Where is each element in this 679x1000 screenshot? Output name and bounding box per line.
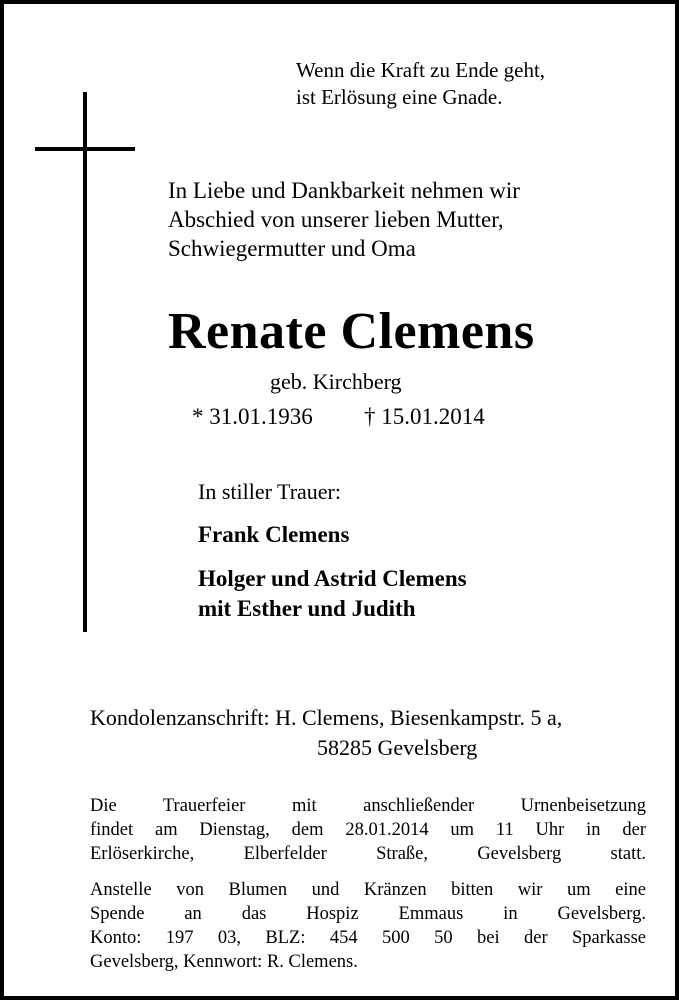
funeral-info-line: findet am Dienstag, dem 28.01.2014 um 11 Uhr in der xyxy=(90,820,646,840)
birth-name: geb. Kirchberg xyxy=(270,369,402,394)
mourner-name: mit Esther und Judith xyxy=(198,596,416,621)
motto-line: ist Erlösung eine Gnade. xyxy=(296,85,503,109)
birth-date: * 31.01.1936 xyxy=(192,404,313,429)
deceased-name: Renate Clemens xyxy=(168,303,535,360)
death-date: † 15.01.2014 xyxy=(364,404,485,429)
donation-info-line: Spende an das Hospiz Emmaus in Gevelsberg. xyxy=(90,904,646,924)
donation-info-line: Gevelsberg, Kennwort: R. Clemens. xyxy=(90,952,358,972)
funeral-info-line: Die Trauerfeier mit anschließender Urnenbeisetzung xyxy=(90,796,646,816)
intro-text xyxy=(168,176,520,263)
funeral-info xyxy=(90,794,646,866)
intro-line: Abschied von unserer lieben Mutter, xyxy=(168,207,504,232)
donation-info xyxy=(90,878,646,974)
funeral-info-line: Erlöserkirche, Elberfelder Straße, Gevelsberg statt. xyxy=(90,844,646,864)
intro-line: Schwiegermutter und Oma xyxy=(168,236,416,261)
condolence-address-line: Kondolenzanschrift: H. Clemens, Biesenkampstr. 5 a, xyxy=(90,705,563,730)
mourning-heading: In stiller Trauer: xyxy=(198,479,341,504)
intro-line: In Liebe und Dankbarkeit nehmen wir xyxy=(168,178,520,203)
donation-info-line: Konto: 197 03, BLZ: 454 500 50 bei der Sparkasse xyxy=(90,928,646,948)
motto-line: Wenn die Kraft zu Ende geht, xyxy=(296,58,546,82)
motto xyxy=(296,57,545,111)
mourner-name: Holger und Astrid Clemens xyxy=(198,566,467,591)
mourner-name: Frank Clemens xyxy=(198,522,350,547)
donation-info-line: Anstelle von Blumen und Kränzen bitten wir um eine xyxy=(90,880,646,900)
condolence-address-city: 58285 Gevelsberg xyxy=(317,735,478,760)
cross-icon-crossbar xyxy=(35,147,135,151)
cross-icon xyxy=(83,92,87,632)
